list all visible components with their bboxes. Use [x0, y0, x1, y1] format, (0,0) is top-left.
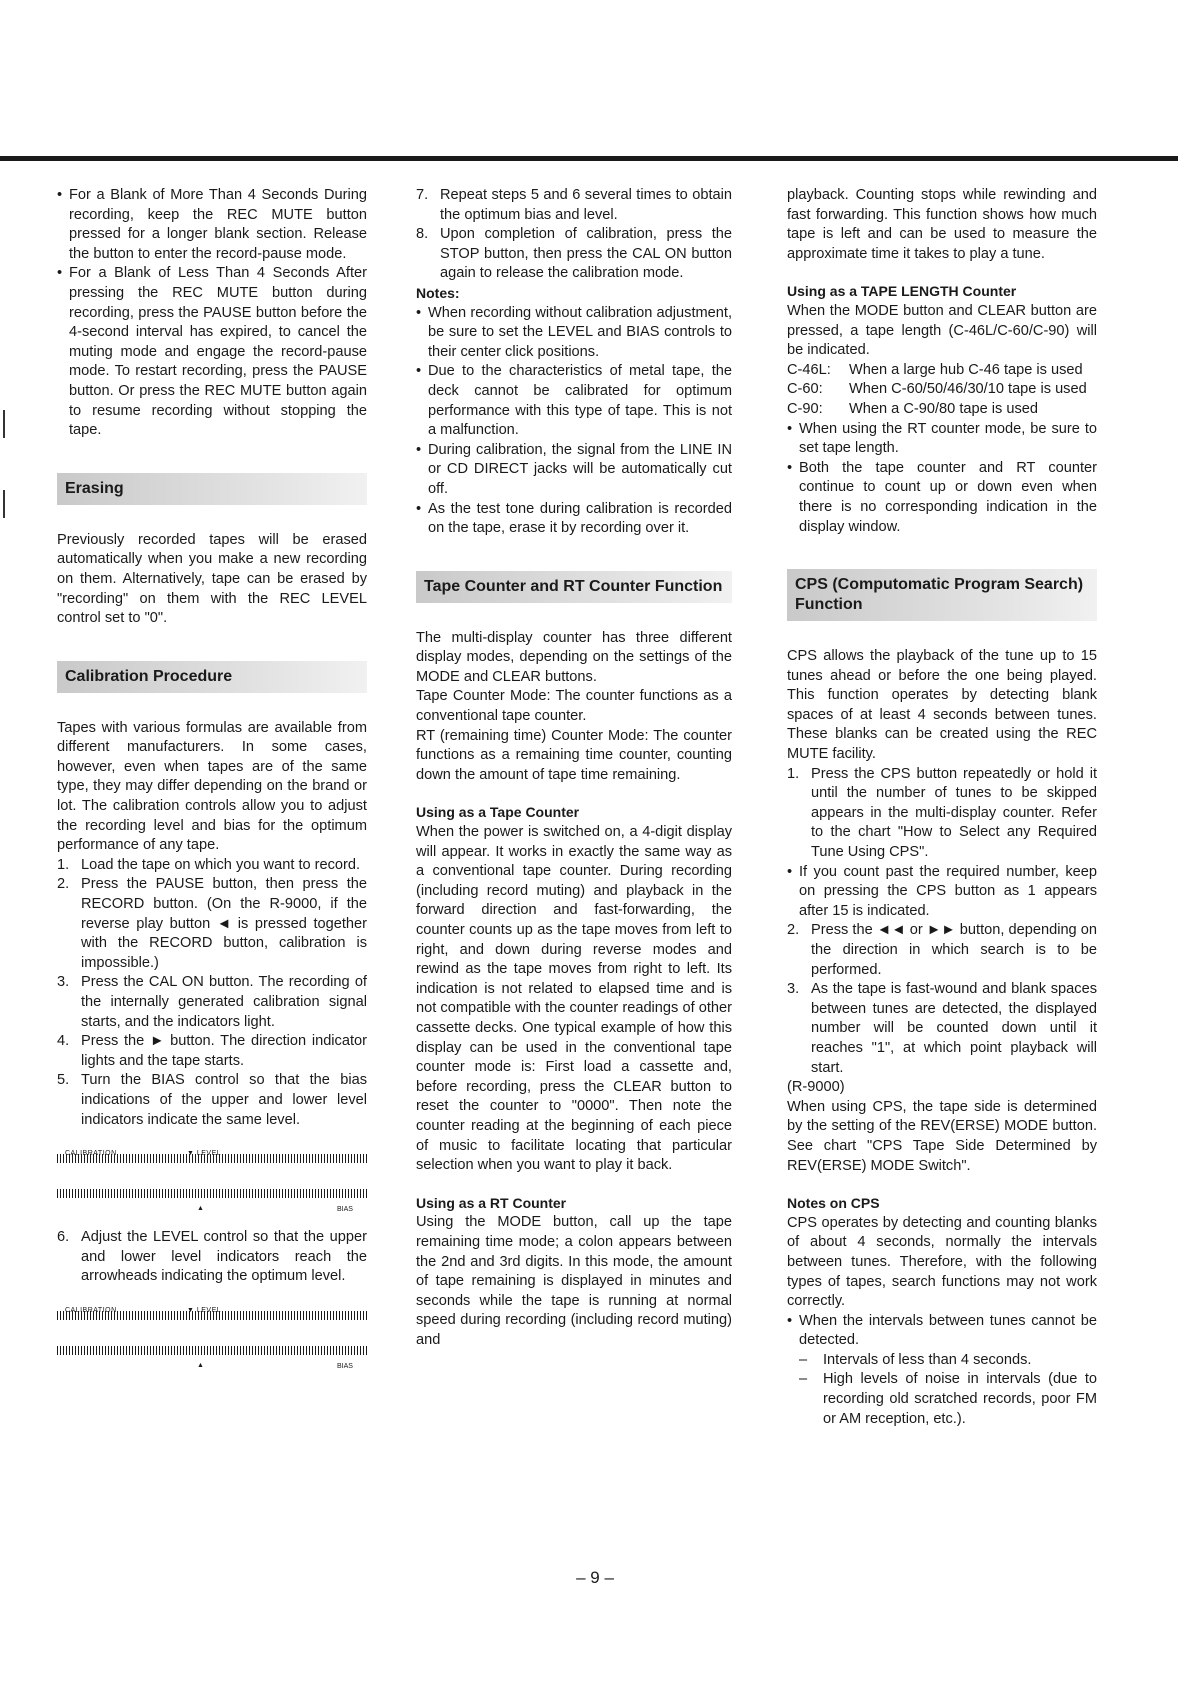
playback-text: playback. Counting stops while rewinding and fast forwarding. This function shows how much tape is left and can be used to measure the approximate time it takes to play a tune. — [787, 187, 1097, 262]
list-item: • When using the RT counter mode, be sure to set tape length. — [787, 420, 1097, 459]
r9000-label: (R-9000) — [787, 1079, 845, 1096]
section-heading-calibration: Calibration Procedure — [57, 661, 367, 693]
using-rt-counter-heading: Using as a RT Counter — [416, 1194, 567, 1211]
list-item: • Due to the characteristics of metal tape, the deck cannot be calibrated for optimum performance with this type of tape. This is not a malfunction. — [416, 362, 732, 440]
using-tape-counter-text: When the power is switched on, a 4-digit display will appear. It works in exactly the same way as a conventional tape counter. During recording (including record muting) and playback in the forward direction and fast-forwarding, the counter counts up as the tape moves from left to right, and down during reverse modes and rewind as the tape moves from right to left. Its indication is not related to elapsed time and is not compatible with the counter readings of other cassette decks. One typical example of how this display can be used in the conventional tape counter mode is: First load a cassette and, before recording, press the CLEAR button to reset the counter to "0000". Then note the counter reading at the beginning of each piece of music to facilitate locating that particular selection when you want to play it back. — [416, 824, 732, 1174]
list-item: 8. Upon completion of calibration, press the STOP button, then press the CAL ON button again to release the calibration mode. — [416, 226, 732, 282]
list-item: • If you count past the required number, keep on pressing the CPS button as 1 appears after 15 is indicated. — [787, 863, 1097, 922]
counter-intro: The multi-display counter has three different display modes, depending on the settings of the MODE and CLEAR buttons. — [416, 629, 732, 685]
level-meter-figure-1 — [57, 1144, 367, 1214]
meter-bar-lower — [57, 1346, 367, 1355]
notes-list — [416, 304, 732, 539]
tape-counter-mode: Tape Counter Mode: The counter functions as a conventional tape counter. — [416, 688, 732, 725]
notes-cps-bullet — [787, 1312, 1097, 1351]
cps-steps — [787, 921, 1097, 1078]
tape-bullets — [787, 420, 1097, 538]
list-item: 1. Press the CPS button repeatedly or hold it until the number of tunes to be skipped appears in the multi-display counter. Refer to the chart "How to Select any Required Tune Using CPS". — [787, 765, 1097, 861]
list-item: 6. Adjust the LEVEL control so that the upper and lower level indicators reach the arrowheads indicating the optimum level. — [57, 1229, 367, 1285]
top-rule — [0, 156, 1178, 161]
cps-step-1 — [787, 765, 1097, 863]
meter-calibration-label: CALIBRATION — [65, 1150, 117, 1158]
list-item: 3. Press the CAL ON button. The recording of the internally generated calibration signal starts, and the indicators light. — [57, 974, 367, 1030]
blank-bullets — [57, 186, 367, 441]
list-item: 7. Repeat steps 5 and 6 several times to obtain the optimum bias and level. — [416, 187, 732, 223]
bullet-blank-less: • For a Blank of Less Than 4 Seconds After pressing the REC MUTE button during recording, press the PAUSE button before the 4-second interval has expired, to cancel the muting mode and engage the record-pause mode. To restart recording, press the PAUSE button. Or press the REC MUTE button again to resume recording without stopping the tape. — [57, 264, 367, 440]
notes-cps-text: CPS operates by detecting and counting blanks of about 4 seconds, normally the intervals between tunes. Therefore, with the following types of tapes, search functions may not work correctly. — [787, 1214, 1097, 1310]
tape-types — [787, 361, 1097, 420]
column-3 — [787, 186, 1097, 1429]
section-heading-cps: CPS (Computomatic Program Search) Function — [787, 569, 1097, 621]
meter-bias-label: ▲ BIAS — [197, 1361, 353, 1370]
notes-heading: Notes: — [416, 284, 460, 301]
list-item: 5. Turn the BIAS control so that the bias indications of the upper and lower level indicators indicate the same level. — [57, 1072, 367, 1128]
list-item: C-60: When C-60/50/46/30/10 tape is used — [787, 381, 1087, 398]
meter-calibration-label: CALIBRATION — [65, 1306, 117, 1314]
list-item: • When the intervals between tunes cannot be detected. — [787, 1312, 1097, 1351]
list-item: • Both the tape counter and RT counter continue to count up or down even when there is no corresponding indication in the display window. — [787, 459, 1097, 537]
column-2 — [416, 186, 732, 1350]
list-item: 4. Press the ► button. The direction indicator lights and the tape starts. — [57, 1033, 367, 1069]
list-item: 1. Load the tape on which you want to record. — [57, 856, 361, 873]
meter-bar-lower — [57, 1189, 367, 1198]
r9000-text: When using CPS, the tape side is determined by the setting of the REV(ERSE) MODE button. See chart "CPS Tape Side Determined by REV(ERSE) MODE Switch". — [787, 1098, 1097, 1174]
notes-cps-heading: Notes on CPS — [787, 1195, 880, 1212]
meter-level-label: ▼ LEVEL — [187, 1306, 222, 1314]
bullet-blank-more: • For a Blank of More Than 4 Seconds During recording, keep the REC MUTE button pressed for a longer blank section. Release the button to enter the record-pause mode. — [57, 186, 367, 264]
column-1 — [57, 186, 367, 1371]
list-item: C-46L: When a large hub C-46 tape is used — [787, 361, 1083, 378]
rt-counter-mode: RT (remaining time) Counter Mode: The counter functions as a remaining time counter, counting down the amount of tape time remaining. — [416, 727, 732, 783]
list-item: • When recording without calibration adjustment, be sure to set the LEVEL and BIAS controls to their center click positions. — [416, 304, 732, 363]
using-rt-counter-text: Using the MODE button, call up the tape remaining time mode; a colon appears between the 2nd and 3rd digits. In this mode, the amount of tape remaining is displayed in minutes and seconds while the tape is running at normal speed during recording (including record muting) and — [416, 1214, 732, 1348]
calibration-intro: Tapes with various formulas are available from different manufacturers. In some cases, however, even when tapes are of the same type, they may differ depending on the brand or lot. The calibration controls allow you to adjust the recording level and bias for the optimum performance of any tape. — [57, 719, 367, 854]
calibration-steps — [57, 856, 367, 1130]
meter-bias-label: ▲ BIAS — [197, 1205, 353, 1214]
list-item: • As the test tone during calibration is recorded on the tape, erase it by recording over it. — [416, 500, 732, 539]
calibration-step-6 — [57, 1228, 367, 1287]
calibration-steps-cont — [416, 186, 732, 284]
notes-cps-dashes — [787, 1351, 1097, 1429]
list-item: 2. Press the PAUSE button, then press the RECORD button. (On the R-9000, if the reverse play button ◄ is pressed together with the RECORD button, calibration is impossible.) — [57, 876, 367, 971]
section-heading-counter: Tape Counter and RT Counter Function — [416, 571, 732, 603]
page-number: – 9 – — [576, 1568, 614, 1587]
cps-intro: CPS allows the playback of the tune up to 15 tunes ahead or before the one being played. This function operates by detecting blank spaces of at least 4 seconds between tunes. These blanks can be created using the REC MUTE facility. — [787, 648, 1097, 763]
cps-bullet — [787, 863, 1097, 922]
list-item: 3. As the tape is fast-wound and blank spaces between tunes are detected, the displayed number will be counted down until it reaches "1", at which point playback will start. — [787, 981, 1097, 1076]
margin-mark — [3, 410, 5, 438]
list-item: – High levels of noise in intervals (due to recording old scratched records, poor FM or AM reception, etc.). — [787, 1370, 1097, 1429]
level-meter-figure-2 — [57, 1301, 367, 1370]
using-tape-counter-heading: Using as a Tape Counter — [416, 804, 580, 821]
tape-length-text: When the MODE button and CLEAR button are pressed, a tape length (C-46L/C-60/C-90) will be indicated. — [787, 302, 1097, 359]
tape-length-heading: Using as a TAPE LENGTH Counter — [787, 283, 1017, 300]
erasing-text: Previously recorded tapes will be erased automatically when you make a new recording on them. Alternatively, tape can be erased by "recording" on them with the REC LEVEL control set to "0". — [57, 531, 367, 627]
meter-level-label: ▼ LEVEL — [187, 1150, 222, 1158]
list-item: 2. Press the ◄◄ or ►► button, depending on the direction in which search is to be performed. — [787, 922, 1097, 978]
list-item: – Intervals of less than 4 seconds. — [787, 1351, 1097, 1371]
section-heading-erasing: Erasing — [57, 473, 367, 505]
margin-mark — [3, 490, 5, 518]
list-item: C-90: When a C-90/80 tape is used — [787, 400, 1039, 417]
list-item: • During calibration, the signal from the LINE IN or CD DIRECT jacks will be automatically cut off. — [416, 441, 732, 500]
